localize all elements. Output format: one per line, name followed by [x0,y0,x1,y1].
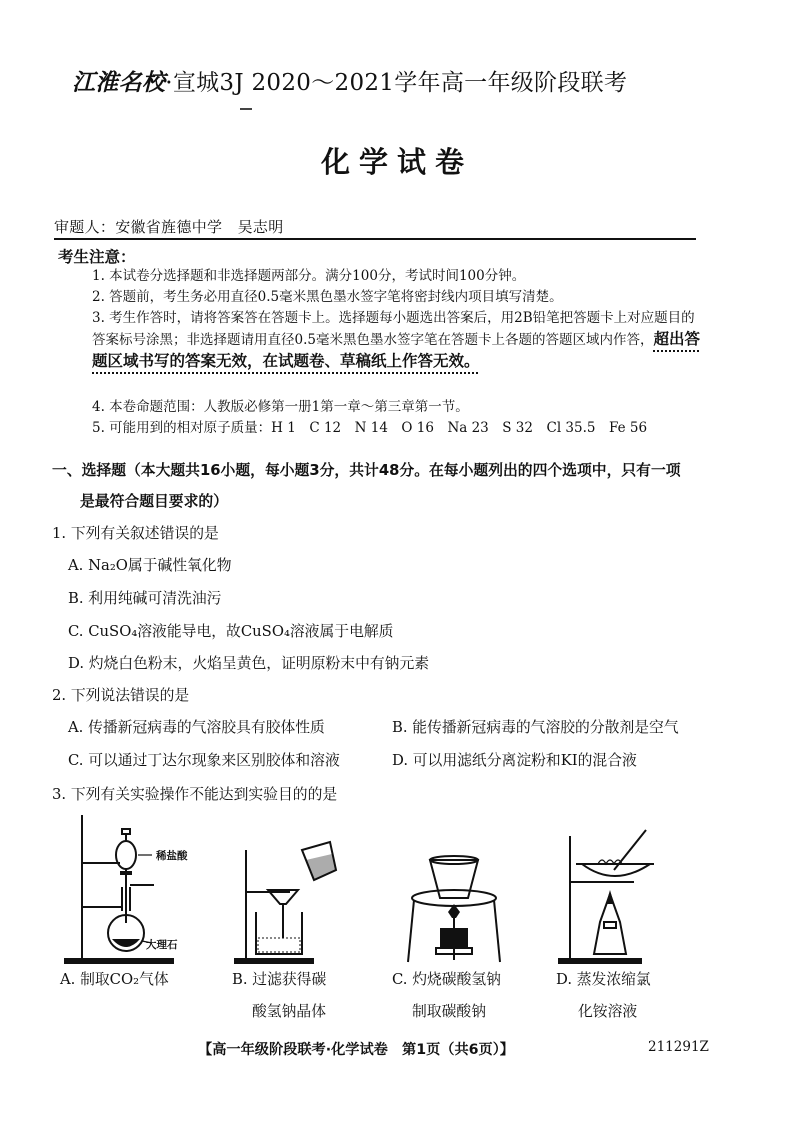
q2-stem: 2. 下列说法错误的是 [52,687,190,704]
q1-option-d: D. 灼烧白色粉末，火焰呈黄色，证明原粉末中有钠元素 [68,655,430,672]
q2-option-a: A. 传播新冠病毒的气溶胶具有胶体性质 [68,719,325,736]
notice-item-2: 2. 答题前，考生务必用直径0.5毫米黑色墨水签字笔将密封线内项目填写清楚。 [92,289,563,305]
apparatus-c-crucible-heating [400,848,510,966]
apparatus-b-filtration [232,840,342,965]
exam-title: 化学试卷 [320,145,473,179]
reviewer-line: 审题人：安徽省旌德中学 吴志明 [54,218,284,236]
q1-option-a: A. Na₂O属于碱性氧化物 [68,557,232,574]
q2-option-d: D. 可以用滤纸分离淀粉和KI的混合液 [392,752,637,769]
section-heading-line-1: 一、选择题（本大题共16小题，每小题3分，共计48分。在每小题列出的四个选项中，只有一项 [52,462,681,479]
caption-c-line1: C. 灼烧碳酸氢钠 [392,971,501,988]
divider-rule [54,238,696,240]
caption-c-line2: 制取碳酸钠 [412,1003,486,1020]
stray-mark [240,108,252,110]
brand-name: 江淮名校 [72,70,166,96]
label-marble: 大理石 [146,939,178,951]
q1-option-b: B. 利用纯碱可清洗油污 [68,590,222,607]
notice-item-1: 1. 本试卷分选择题和非选择题两部分。满分100分，考试时间100分钟。 [92,268,526,284]
notice-title: 考生注意： [58,248,136,266]
paper-code: 211291Z [648,1039,709,1055]
caption-d-line2: 化铵溶液 [578,1003,638,1020]
q2-option-c: C. 可以通过丁达尔现象来区别胶体和溶液 [68,752,340,769]
notice-item-4: 4. 本卷命题范围：人教版必修第一册1第一章～第三章第一节。 [92,399,469,415]
q3-stem: 3. 下列有关实验操作不能达到实验目的的是 [52,786,338,803]
header-title: ·宣城3J 2020～2021学年高一年级阶段联考 [165,70,628,96]
caption-b-line2: 酸氢钠晶体 [252,1003,326,1020]
caption-a: A. 制取CO₂气体 [60,971,169,988]
label-dilute-hcl: 稀盐酸 [156,850,188,862]
apparatus-a-co2-generator [62,815,202,965]
apparatus-d-evaporation [554,826,664,964]
section-heading-line-2: 是最符合题目要求的） [80,493,228,510]
q1-option-c: C. CuSO₄溶液能导电，故CuSO₄溶液属于电解质 [68,623,394,640]
q1-stem: 1. 下列有关叙述错误的是 [52,525,219,542]
notice-item-3 [92,308,702,373]
q2-option-b: B. 能传播新冠病毒的气溶胶的分散剂是空气 [392,719,679,736]
notice-item-5: 5. 可能用到的相对原子质量：H 1 C 12 N 14 O 16 Na 23 S 32 Cl 35.5 Fe 56 [92,420,648,436]
caption-d-line1: D. 蒸发浓缩氯 [556,971,651,988]
exam-header [72,64,627,97]
caption-b-line1: B. 过滤获得碳 [232,971,327,988]
page-footer: 【高一年级阶段联考·化学试卷 第1页（共6页）】 [198,1042,514,1058]
notice-item-3-emphasis: 超出答题区域书写的答案无效，在试题卷、草稿纸上作答无效。 [92,330,700,370]
notice-item-3-text: 3. 考生作答时，请将答案答在答题卡上。选择题每小题选出答案后，用2B铅笔把答题卡上对应题目的答案标号涂黑；非选择题请用直径0.5毫米黑色墨水签字笔在答题卡上各题的答题区域内作答， [92,310,695,348]
